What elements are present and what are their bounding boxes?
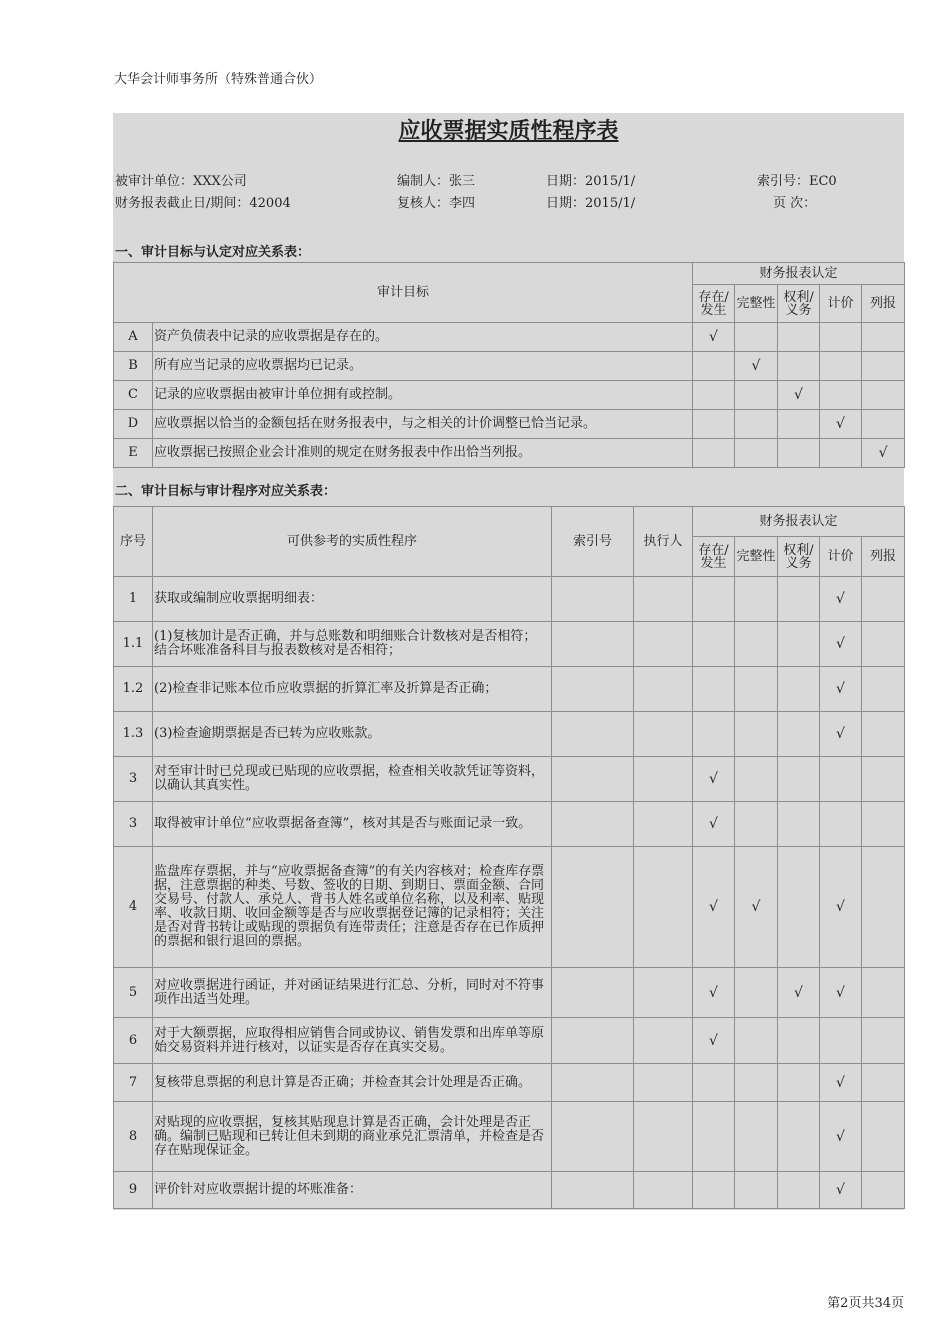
- goal-code: D: [114, 410, 153, 439]
- procedure-index-cell: [552, 1102, 634, 1172]
- assertion-rights: 权利/义务: [778, 285, 820, 323]
- check-mark: [735, 381, 778, 410]
- check-mark: [820, 439, 862, 468]
- procedure-executor-cell: [634, 622, 693, 667]
- check-mark: [862, 577, 905, 622]
- procedure-text: 对至审计时已兑现或已贴现的应收票据，检查相关收款凭证等资料，以确认其真实性。: [153, 757, 552, 802]
- procedure-text: (1)复核加计是否正确，并与总账数和明细账合计数核对是否相符；结合坏账准备科目与报表数核对是否相符；: [153, 622, 552, 667]
- procedure-text: 获取或编制应收票据明细表：: [153, 577, 552, 622]
- procedure-seq: 1.1: [114, 622, 153, 667]
- check-mark: [820, 1018, 862, 1064]
- check-mark: [778, 712, 820, 757]
- check-mark: [735, 1018, 778, 1064]
- check-mark: [693, 1172, 735, 1209]
- check-mark: [778, 847, 820, 968]
- check-mark: [862, 323, 905, 352]
- check-mark: [693, 1064, 735, 1102]
- check-mark: √: [693, 323, 735, 352]
- procedure-row: [114, 622, 905, 667]
- check-mark: [820, 381, 862, 410]
- assertion-existence: 存在/发生: [693, 537, 735, 577]
- check-mark: √: [820, 410, 862, 439]
- procedure-text: 对于大额票据，应取得相应销售合同或协议、销售发票和出库单等原始交易资料并进行核对，以证实是否存在真实交易。: [153, 1018, 552, 1064]
- check-mark: [862, 1102, 905, 1172]
- assertions-header: 财务报表认定: [693, 263, 905, 285]
- goal-text: 记录的应收票据由被审计单位拥有或控制。: [153, 381, 693, 410]
- check-mark: [693, 667, 735, 712]
- check-mark: √: [693, 968, 735, 1018]
- procedure-row: [114, 1172, 905, 1209]
- procedure-text: (3)检查逾期票据是否已转为应收账款。: [153, 712, 552, 757]
- check-mark: [735, 1172, 778, 1209]
- check-mark: [778, 410, 820, 439]
- check-mark: [778, 439, 820, 468]
- assertion-completeness: 完整性: [735, 285, 778, 323]
- procedure-seq: 6: [114, 1018, 153, 1064]
- check-mark: [820, 323, 862, 352]
- procedure-executor-cell: [634, 1102, 693, 1172]
- check-mark: √: [778, 381, 820, 410]
- goal-text: 应收票据以恰当的金额包括在财务报表中，与之相关的计价调整已恰当记录。: [153, 410, 693, 439]
- check-mark: [820, 802, 862, 847]
- check-mark: √: [693, 757, 735, 802]
- index-header: 索引号: [552, 507, 634, 577]
- page-footer: 第2页共34页: [827, 1296, 904, 1311]
- check-mark: [778, 577, 820, 622]
- date-label-1: 日期：2015/1/: [546, 174, 636, 189]
- worksheet: [113, 113, 904, 1210]
- procedure-header: 可供参考的实质性程序: [153, 507, 552, 577]
- check-mark: [735, 1102, 778, 1172]
- check-mark: √: [862, 439, 905, 468]
- goal-code: A: [114, 323, 153, 352]
- period-label: 财务报表截止日/期间：42004: [115, 196, 291, 211]
- procedure-row: [114, 802, 905, 847]
- procedure-seq: 3: [114, 802, 153, 847]
- procedure-executor-cell: [634, 802, 693, 847]
- check-mark: [778, 667, 820, 712]
- procedure-executor-cell: [634, 1064, 693, 1102]
- check-mark: [778, 1064, 820, 1102]
- check-mark: [862, 847, 905, 968]
- preparer-label: 编制人：张三: [397, 174, 476, 189]
- procedure-index-cell: [552, 667, 634, 712]
- procedure-seq: 1.3: [114, 712, 153, 757]
- procedure-seq: 5: [114, 968, 153, 1018]
- check-mark: [693, 577, 735, 622]
- assertion-presentation: 列报: [862, 285, 905, 323]
- check-mark: √: [820, 622, 862, 667]
- check-mark: [693, 622, 735, 667]
- check-mark: [862, 622, 905, 667]
- procedure-row: [114, 577, 905, 622]
- goal-row: [114, 323, 905, 352]
- check-mark: [735, 667, 778, 712]
- procedure-executor-cell: [634, 577, 693, 622]
- procedure-seq: 3: [114, 757, 153, 802]
- check-mark: √: [820, 968, 862, 1018]
- procedure-seq: 4: [114, 847, 153, 968]
- procedure-row: [114, 757, 905, 802]
- check-mark: √: [693, 1018, 735, 1064]
- procedure-index-cell: [552, 577, 634, 622]
- check-mark: [693, 410, 735, 439]
- check-mark: [862, 968, 905, 1018]
- check-mark: √: [820, 577, 862, 622]
- check-mark: [778, 802, 820, 847]
- procedure-text: 监盘库存票据，并与“应收票据备查簿”的有关内容核对；检查库存票据，注意票据的种类、号数、签收的日期、到期日、票面金额、合同交易号、付款人、承兑人、背书人姓名或单位名称，以及利率、贴现率、收款日期、收回金额等是否与应收票据登记簿的记录相符；关注是否对背书转让或贴现的票据负有连带责任；注意是否存在已作质押的票据和银行退回的票据。: [153, 847, 552, 968]
- executor-header: 执行人: [634, 507, 693, 577]
- check-mark: √: [693, 847, 735, 968]
- procedure-text: 取得被审计单位“应收票据备查簿”，核对其是否与账面记录一致。: [153, 802, 552, 847]
- page-number-label: 页 次：: [773, 196, 817, 211]
- check-mark: [735, 968, 778, 1018]
- check-mark: [778, 757, 820, 802]
- procedure-seq: 1.2: [114, 667, 153, 712]
- procedure-text: 对应收票据进行函证，并对函证结果进行汇总、分析，同时对不符事项作出适当处理。: [153, 968, 552, 1018]
- procedure-index-cell: [552, 968, 634, 1018]
- index-label: 索引号：EC0: [757, 174, 837, 189]
- check-mark: [735, 439, 778, 468]
- check-mark: [862, 381, 905, 410]
- goal-text: 所有应当记录的应收票据均已记录。: [153, 352, 693, 381]
- procedure-executor-cell: [634, 1018, 693, 1064]
- procedure-executor-cell: [634, 757, 693, 802]
- check-mark: [820, 352, 862, 381]
- objectives-assertions-table: [113, 262, 905, 468]
- assertion-completeness: 完整性: [735, 537, 778, 577]
- goal-code: B: [114, 352, 153, 381]
- assertions-header-2: 财务报表认定: [693, 507, 905, 537]
- check-mark: √: [778, 968, 820, 1018]
- procedure-row: [114, 1018, 905, 1064]
- procedure-executor-cell: [634, 712, 693, 757]
- check-mark: [862, 667, 905, 712]
- procedure-index-cell: [552, 757, 634, 802]
- section-1-heading: 一、审计目标与认定对应关系表：: [115, 245, 311, 260]
- assertion-presentation: 列报: [862, 537, 905, 577]
- check-mark: [735, 1064, 778, 1102]
- check-mark: [693, 439, 735, 468]
- section-2-heading: 二、审计目标与审计程序对应关系表：: [115, 484, 337, 499]
- firm-name: 大华会计师事务所（特殊普通合伙）: [114, 72, 323, 87]
- check-mark: [862, 352, 905, 381]
- check-mark: [735, 802, 778, 847]
- procedure-index-cell: [552, 802, 634, 847]
- procedure-index-cell: [552, 847, 634, 968]
- check-mark: [693, 381, 735, 410]
- procedure-text: 评价针对应收票据计提的坏账准备：: [153, 1172, 552, 1209]
- procedure-text: 对贴现的应收票据，复核其贴现息计算是否正确，会计处理是否正确。编制已贴现和已转让但未到期的商业承兑汇票清单，并检查是否存在贴现保证金。: [153, 1102, 552, 1172]
- check-mark: [862, 802, 905, 847]
- procedure-executor-cell: [634, 667, 693, 712]
- procedure-index-cell: [552, 622, 634, 667]
- check-mark: [778, 352, 820, 381]
- check-mark: √: [820, 667, 862, 712]
- goal-row: [114, 410, 905, 439]
- assertion-valuation: 计价: [820, 285, 862, 323]
- check-mark: √: [693, 802, 735, 847]
- procedure-seq: 1: [114, 577, 153, 622]
- procedure-index-cell: [552, 712, 634, 757]
- audit-goal-header: 审计目标: [114, 263, 693, 323]
- check-mark: √: [735, 352, 778, 381]
- procedure-row: [114, 847, 905, 968]
- goal-code: C: [114, 381, 153, 410]
- procedure-text: (2)检查非记账本位币应收票据的折算汇率及折算是否正确；: [153, 667, 552, 712]
- procedure-index-cell: [552, 1018, 634, 1064]
- goal-row: [114, 439, 905, 468]
- check-mark: [778, 323, 820, 352]
- goal-text: 应收票据已按照企业会计准则的规定在财务报表中作出恰当列报。: [153, 439, 693, 468]
- check-mark: [735, 577, 778, 622]
- goal-code: E: [114, 439, 153, 468]
- procedure-index-cell: [552, 1172, 634, 1209]
- goal-row: [114, 381, 905, 410]
- procedure-row: [114, 968, 905, 1018]
- check-mark: [693, 712, 735, 757]
- check-mark: [735, 712, 778, 757]
- goal-text: 资产负债表中记录的应收票据是存在的。: [153, 323, 693, 352]
- check-mark: [778, 622, 820, 667]
- assertion-rights: 权利/义务: [778, 537, 820, 577]
- check-mark: [735, 757, 778, 802]
- check-mark: [862, 1172, 905, 1209]
- procedure-seq: 7: [114, 1064, 153, 1102]
- reviewer-label: 复核人：李四: [397, 196, 476, 211]
- procedure-row: [114, 1064, 905, 1102]
- assertion-existence: 存在/发生: [693, 285, 735, 323]
- check-mark: √: [820, 1064, 862, 1102]
- check-mark: [778, 1172, 820, 1209]
- entity-label: 被审计单位：XXX公司: [115, 174, 247, 189]
- procedure-row: [114, 667, 905, 712]
- check-mark: [693, 1102, 735, 1172]
- procedure-executor-cell: [634, 1172, 693, 1209]
- check-mark: [862, 1018, 905, 1064]
- date-label-2: 日期：2015/1/: [546, 196, 636, 211]
- check-mark: √: [820, 712, 862, 757]
- procedure-seq: 9: [114, 1172, 153, 1209]
- procedure-row: [114, 1102, 905, 1172]
- procedure-seq: 8: [114, 1102, 153, 1172]
- check-mark: [862, 712, 905, 757]
- check-mark: √: [820, 847, 862, 968]
- check-mark: √: [735, 847, 778, 968]
- procedure-index-cell: [552, 1064, 634, 1102]
- check-mark: [693, 352, 735, 381]
- procedure-text: 复核带息票据的利息计算是否正确；并检查其会计处理是否正确。: [153, 1064, 552, 1102]
- procedure-row: [114, 712, 905, 757]
- seq-header: 序号: [114, 507, 153, 577]
- procedure-executor-cell: [634, 847, 693, 968]
- check-mark: [735, 323, 778, 352]
- check-mark: [778, 1018, 820, 1064]
- check-mark: [862, 757, 905, 802]
- check-mark: [735, 622, 778, 667]
- goal-row: [114, 352, 905, 381]
- procedure-executor-cell: [634, 968, 693, 1018]
- procedures-table: [113, 506, 905, 1209]
- check-mark: √: [820, 1172, 862, 1209]
- check-mark: [778, 1102, 820, 1172]
- check-mark: [820, 757, 862, 802]
- check-mark: [862, 410, 905, 439]
- check-mark: [735, 410, 778, 439]
- check-mark: √: [820, 1102, 862, 1172]
- assertion-valuation: 计价: [820, 537, 862, 577]
- page-title: 应收票据实质性程序表: [398, 118, 619, 144]
- check-mark: [862, 1064, 905, 1102]
